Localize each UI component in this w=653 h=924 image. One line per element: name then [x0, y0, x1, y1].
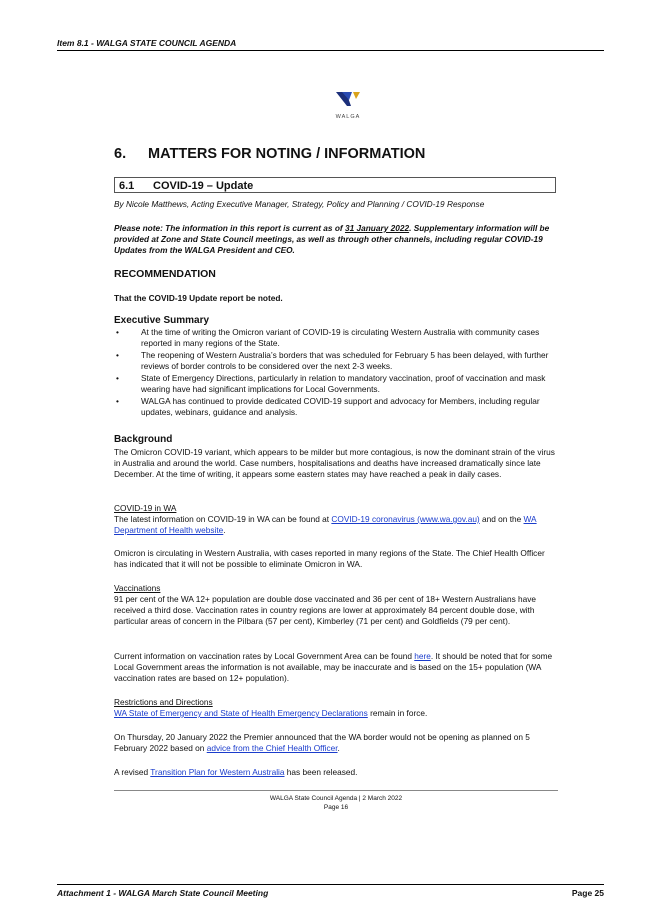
- state-emergency-link[interactable]: WA State of Emergency and State of Health Emergency Declarations: [114, 708, 368, 718]
- section-number: 6.: [114, 146, 127, 162]
- byline: By Nicole Matthews, Acting Executive Manager, Strategy, Policy and Planning / COVID-19 Response: [114, 199, 485, 209]
- vaccination-rates-link[interactable]: here: [414, 651, 431, 661]
- document-bottom-bar: [57, 884, 604, 898]
- restrictions-paragraph-1: WA State of Emergency and State of Health Emergency Declarations remain in force.: [114, 708, 428, 718]
- document-header: [57, 38, 604, 51]
- covid-wa-heading: COVID-19 in WA: [114, 503, 177, 513]
- page-footer-line-2: Page 16: [323, 804, 349, 811]
- attachment-label: Attachment 1 - WALGA March State Council Meeting: [57, 888, 269, 898]
- background-heading: Background: [114, 434, 173, 445]
- list-item: • State of Emergency Directions, particularly in relation to mandatory vaccination, proof of vaccination and mask wearing have had significant implications for Local Governments.: [114, 373, 558, 395]
- vaccinations-paragraph-2: Current information on vaccination rates by Local Government Area can be found here. It should be noted that for some Local Government areas the information is not available, may be inaccurate and is based on the 15+ population (WA vaccination rates are based on 12+ population).: [114, 651, 553, 683]
- executive-summary-heading: Executive Summary: [114, 315, 210, 326]
- subsection-title-box: [114, 177, 556, 193]
- covid-wa-gov-link[interactable]: COVID-19 coronavirus (www.wa.gov.au): [331, 514, 480, 524]
- list-item: • The reopening of Western Australia’s borders that was scheduled for February 5 has been delayed, with further reviews of border controls to be considered over the next 2-3 weeks.: [114, 350, 558, 372]
- background-text: The Omicron COVID-19 variant, which appears to be milder but more contagious, is now the dominant strain of the virus in Australia and around the world. Case numbers, hospitalisations and deaths have increased dramatically since late December. At the time of writing, it appears some eastern states may have reached a peak in daily cases.: [114, 447, 555, 479]
- logo-wordmark: WALGA: [335, 114, 361, 120]
- cho-advice-link[interactable]: advice from the Chief Health Officer: [206, 743, 338, 753]
- subsection-title-text: COVID-19 – Update: [153, 180, 254, 192]
- restrictions-paragraph-3: A revised Transition Plan for Western Australia has been released.: [114, 767, 358, 777]
- section-title: [114, 146, 558, 162]
- recommendation-heading: RECOMMENDATION: [114, 268, 216, 280]
- page-number: Page 25: [571, 888, 604, 898]
- list-item: • WALGA has continued to provide dedicated COVID-19 support and advocacy for Members, including regular updates, webinars, guidance and analysis.: [114, 396, 558, 418]
- covid-wa-paragraph-2: Omicron is circulating in Western Australia, with cases reported in many regions of the State. The Chief Health Officer has indicated that it will not be possible to eliminate Omicron in WA.: [114, 548, 545, 569]
- page-footer-line-1: WALGA State Council Agenda | 2 March 2022: [269, 795, 403, 802]
- recommendation-text: That the COVID-19 Update report be noted.: [114, 293, 283, 303]
- restrictions-heading: Restrictions and Directions: [114, 697, 213, 707]
- subsection-number: 6.1: [119, 180, 135, 192]
- covid-wa-paragraph-1: The latest information on COVID-19 in WA can be found at COVID-19 coronavirus (www.wa.gov.au) and on the WA Department of Health website.: [114, 514, 537, 535]
- restrictions-paragraph-2: On Thursday, 20 January 2022 the Premier announced that the WA border would not be opening as planned on 5 February 2022 based on advice from the Chief Health Officer.: [114, 732, 530, 753]
- note-date: 31 January 2022: [344, 223, 410, 233]
- page-footer-divider: [114, 790, 558, 791]
- vaccinations-paragraph-1: 91 per cent of the WA 12+ population are double dose vaccinated and 36 per cent of 18+ Western Australians have received a third dose. Vaccination rates in country regions are lower at approximately 84 percent double dose, with particular areas of concern in the Pilbara (57 per cent), Kimberley (71 per cent) and Goldfields (79 per cent).: [114, 594, 537, 626]
- header-item-label: Item 8.1 - WALGA STATE COUNCIL AGENDA: [57, 38, 237, 48]
- note-suffix: . Supplementary information will be provided at Zone and State Council meetings, as well as through other channels, including regular COVID-19 Updates from the WALGA President and CEO.: [114, 223, 550, 255]
- walga-logo: [331, 90, 365, 120]
- note-prefix: Please note: The information in this report is current as of: [114, 223, 345, 233]
- transition-plan-link[interactable]: Transition Plan for Western Australia: [150, 767, 285, 777]
- walga-logo-icon: [335, 90, 361, 108]
- vaccinations-heading: Vaccinations: [114, 583, 161, 593]
- please-note: [114, 223, 558, 256]
- wa-health-link[interactable]: WA Department of Health website: [114, 514, 537, 535]
- list-item: • At the time of writing the Omicron variant of COVID-19 is circulating Western Australia with community cases reported in many regions of the State.: [114, 327, 558, 349]
- section-title-text: MATTERS FOR NOTING / INFORMATION: [148, 146, 426, 162]
- executive-summary-list: [114, 327, 558, 419]
